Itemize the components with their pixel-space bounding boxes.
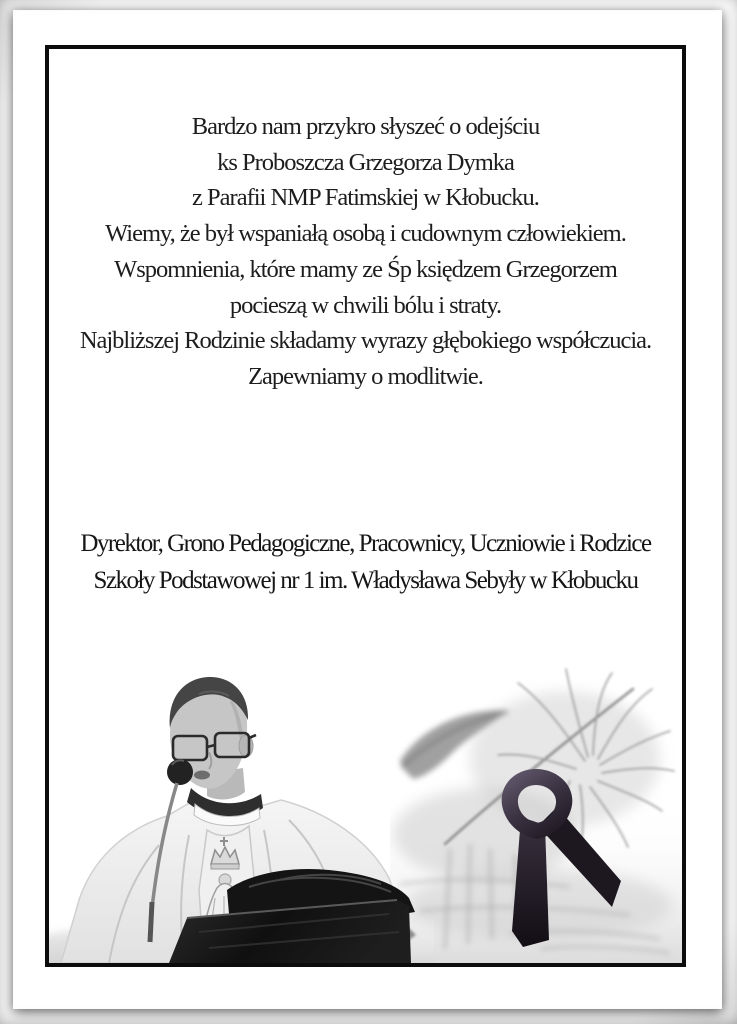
message-line: pocieszą w chwili bólu i straty. xyxy=(229,291,502,319)
message-line: z Parafii NMP Fatimskiej w Kłobucku. xyxy=(192,184,539,212)
card-frame xyxy=(45,45,686,967)
message-line: Wspomnienia, które mamy ze Śp księdzem Grzegorzem xyxy=(114,255,617,283)
message-line: Wiemy, że był wspaniałą osobą i cudownym człowiekiem. xyxy=(105,220,626,248)
mouth xyxy=(194,771,210,780)
signature xyxy=(49,526,682,599)
message-line: Zapewniamy o modlitwie. xyxy=(248,362,483,390)
crown xyxy=(211,847,239,864)
condolence-message xyxy=(49,109,682,395)
priest-at-lectern-photo xyxy=(49,650,434,963)
condolence-card xyxy=(13,10,722,1009)
message-line: ks Proboszcza Grzegorza Dymka xyxy=(217,148,514,176)
message-line: Najbliższej Rodzinie składamy wyrazy głębokiego współczucia. xyxy=(79,327,652,355)
signature-line: Szkoły Podstawowej nr 1 im. Władysława Sebyły w Kłobucku xyxy=(93,566,638,594)
message-line: Bardzo nam przykro słyszeć o odejściu xyxy=(191,113,540,140)
microphone-icon xyxy=(167,759,193,785)
signature-line: Dyrektor, Grono Pedagogiczne, Pracownicy, Uczniowie i Rodzice xyxy=(80,530,651,557)
